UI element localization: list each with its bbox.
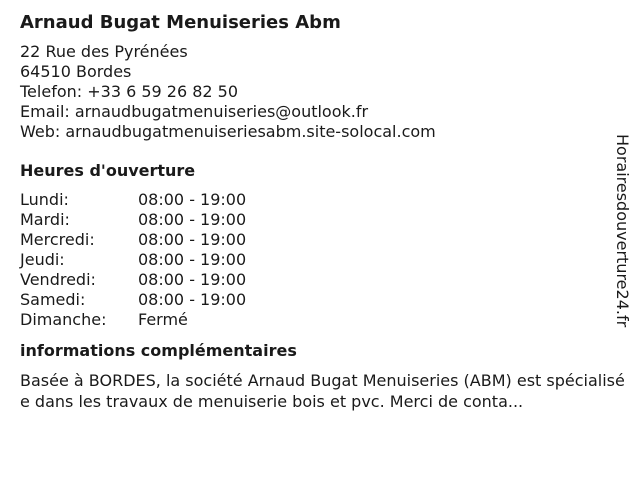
business-name: Arnaud Bugat Menuiseries Abm	[20, 12, 341, 33]
hours-row-thursday	[20, 250, 246, 270]
opening-hours-table	[20, 190, 246, 330]
day-label: Jeudi:	[20, 250, 65, 269]
time-value: 08:00 - 19:00	[138, 190, 247, 209]
day-label: Mardi:	[20, 210, 70, 229]
hours-row-monday	[20, 190, 246, 210]
time-value: 08:00 - 19:00	[138, 210, 247, 229]
phone-line: Telefon: +33 6 59 26 82 50	[20, 82, 239, 101]
email-line: Email: arnaudbugatmenuiseries@outlook.fr	[20, 102, 369, 121]
street-address: 22 Rue des Pyrénées	[20, 42, 188, 61]
city-line: 64510 Bordes	[20, 62, 132, 81]
site-watermark: Horairesdouverture24.fr	[613, 134, 632, 328]
hours-row-friday	[20, 270, 246, 290]
opening-hours-heading: Heures d'ouverture	[20, 161, 196, 180]
hours-row-wednesday	[20, 230, 246, 250]
additional-info-text: Basée à BORDES, la société Arnaud Bugat Menuiseries (ABM) est spécialisée dans les travaux de menuiserie bois et pvc. Merci de conta...	[20, 371, 625, 411]
web-line: Web: arnaudbugatmenuiseriesabm.site-solocal.com	[20, 122, 436, 141]
hours-row-tuesday	[20, 210, 246, 230]
hours-row-sunday	[20, 310, 246, 330]
day-label: Lundi:	[20, 190, 69, 209]
day-label: Samedi:	[20, 290, 86, 309]
time-value: 08:00 - 19:00	[138, 290, 247, 309]
time-value: 08:00 - 19:00	[138, 230, 247, 249]
day-label: Mercredi:	[20, 230, 95, 249]
time-value: 08:00 - 19:00	[138, 270, 247, 289]
time-value: 08:00 - 19:00	[138, 250, 247, 269]
day-label: Vendredi:	[20, 270, 96, 289]
time-value: Fermé	[138, 310, 188, 329]
hours-row-saturday	[20, 290, 246, 310]
day-label: Dimanche:	[20, 310, 107, 329]
address-block	[20, 42, 620, 142]
additional-info-heading: informations complémentaires	[20, 341, 297, 360]
